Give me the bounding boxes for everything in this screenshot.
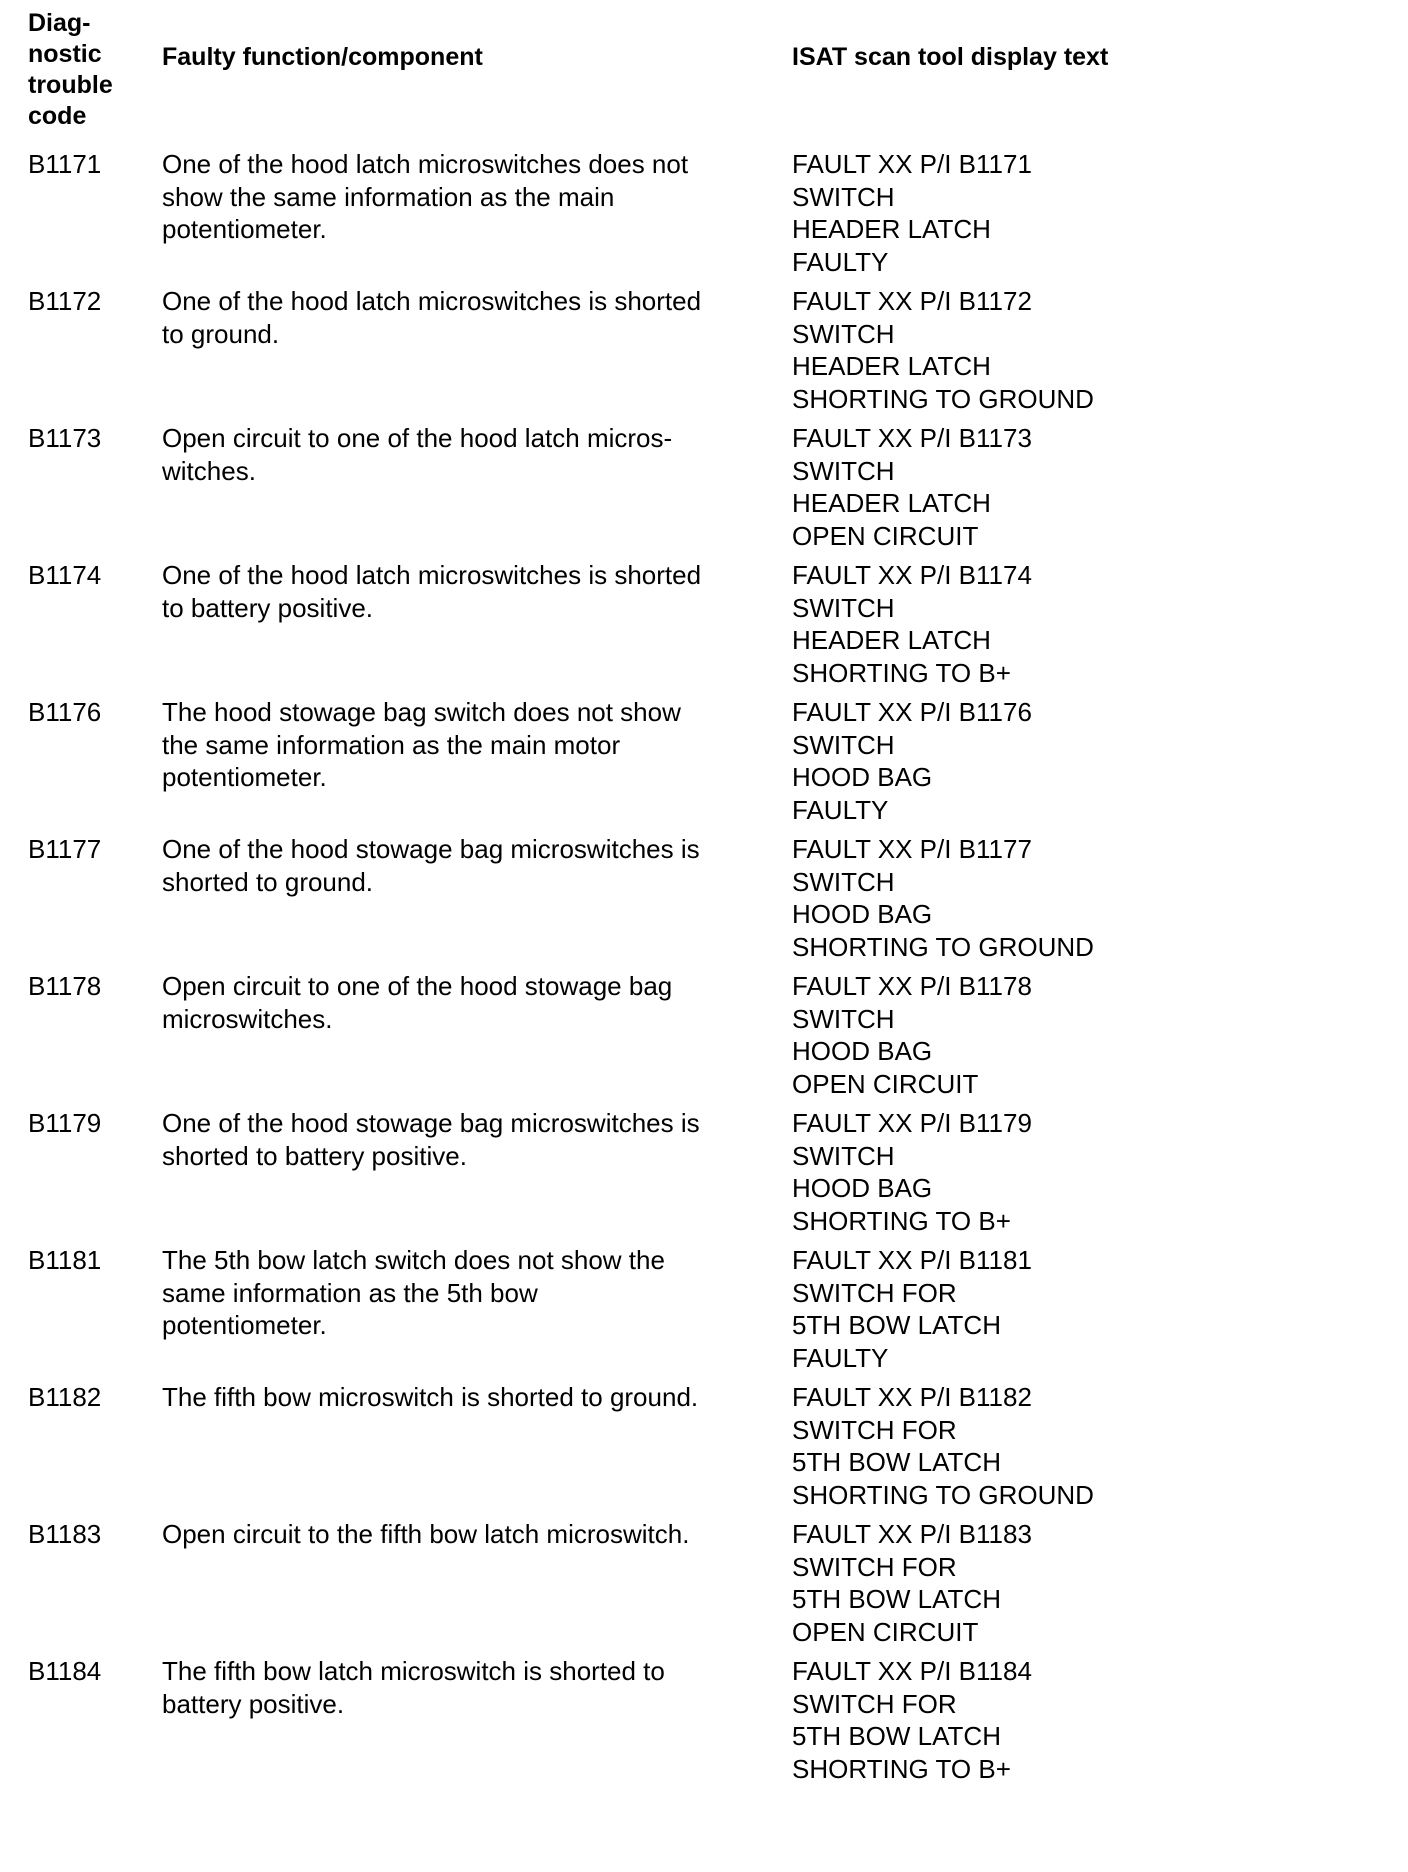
display-line: SWITCH: [792, 1003, 895, 1034]
display-line: SWITCH FOR: [792, 1414, 957, 1445]
dtc-body: [28, 148, 1328, 1792]
fault-description-line: potentiometer.: [162, 762, 327, 792]
table-row: [28, 559, 1328, 696]
scan-tool-display: [792, 696, 1328, 833]
trouble-code: B1174: [28, 560, 102, 590]
fault-description-line: One of the hood stowage bag microswitches is: [162, 834, 700, 864]
display-line: FAULT XX P/I B1176: [792, 697, 1032, 727]
table-row: [28, 833, 1328, 970]
table-row: [28, 285, 1328, 422]
header-code-line: nostic: [28, 40, 102, 68]
trouble-code: B1183: [28, 1519, 102, 1549]
display-line: FAULT XX P/I B1184: [792, 1656, 1032, 1686]
fault-description: [162, 559, 792, 696]
display-line: SWITCH: [792, 729, 895, 760]
display-line: 5TH BOW LATCH: [792, 1447, 1001, 1477]
scan-tool-display: [792, 285, 1328, 422]
table-row: [28, 1381, 1328, 1518]
display-line: SWITCH: [792, 866, 895, 897]
display-line: SHORTING TO B+: [792, 657, 1011, 688]
scan-tool-display: [792, 148, 1328, 285]
display-line: SHORTING TO GROUND: [792, 383, 1094, 414]
display-line: SWITCH FOR: [792, 1277, 957, 1308]
scan-tool-display: [792, 833, 1328, 970]
table-row: [28, 696, 1328, 833]
display-line: HOOD BAG: [792, 1036, 933, 1066]
display-line: FAULT XX P/I B1172: [792, 286, 1032, 316]
display-line: SWITCH: [792, 592, 895, 623]
table-row: [28, 148, 1328, 285]
display-line: HOOD BAG: [792, 899, 933, 929]
fault-description: [162, 148, 792, 285]
scan-tool-display: [792, 422, 1328, 559]
table-row: [28, 1244, 1328, 1381]
fault-description-line: shorted to ground.: [162, 866, 374, 897]
fault-description-line: Open circuit to one of the hood latch micros-: [162, 423, 673, 453]
display-line: SWITCH FOR: [792, 1688, 957, 1719]
fault-description-line: One of the hood latch microswitches is shorted: [162, 286, 702, 316]
fault-description: [162, 1244, 792, 1381]
display-line: SHORTING TO GROUND: [792, 1479, 1094, 1510]
fault-description-line: The fifth bow latch microswitch is shorted to: [162, 1656, 665, 1686]
header-display: [792, 8, 1328, 148]
table-row: [28, 422, 1328, 559]
display-line: SWITCH: [792, 318, 895, 349]
header-code: [28, 8, 162, 148]
fault-description-line: The hood stowage bag switch does not show: [162, 697, 681, 727]
header-code-line: code: [28, 102, 87, 130]
header-display-label: ISAT scan tool display text: [792, 43, 1109, 71]
fault-description: [162, 1518, 792, 1655]
display-line: FAULTY: [792, 246, 889, 277]
table-row: [28, 1655, 1328, 1792]
scan-tool-display: [792, 1107, 1328, 1244]
fault-description-line: to battery positive.: [162, 592, 373, 623]
display-line: FAULT XX P/I B1171: [792, 149, 1032, 179]
fault-description-line: One of the hood latch microswitches is shorted: [162, 560, 702, 590]
display-line: FAULTY: [792, 794, 889, 825]
display-line: HEADER LATCH: [792, 351, 991, 381]
scan-tool-display: [792, 559, 1328, 696]
fault-description-line: One of the hood latch microswitches does not: [162, 149, 689, 179]
display-line: FAULT XX P/I B1181: [792, 1245, 1032, 1275]
fault-description: [162, 833, 792, 970]
header-function-label: Faulty function/component: [162, 43, 483, 71]
fault-description-line: to ground.: [162, 318, 280, 349]
fault-description: [162, 1107, 792, 1244]
trouble-code: B1182: [28, 1382, 102, 1412]
display-line: FAULT XX P/I B1178: [792, 971, 1032, 1001]
scan-tool-display: [792, 1655, 1328, 1792]
trouble-code: B1179: [28, 1108, 102, 1138]
display-line: SWITCH FOR: [792, 1551, 957, 1582]
scan-tool-display: [792, 1244, 1328, 1381]
trouble-code: B1173: [28, 423, 102, 453]
fault-description-line: The 5th bow latch switch does not show the: [162, 1245, 665, 1275]
fault-description-line: the same information as the main motor: [162, 729, 621, 760]
display-line: FAULT XX P/I B1174: [792, 560, 1032, 590]
fault-description-line: The fifth bow microswitch is shorted to ground.: [162, 1382, 699, 1412]
display-line: HOOD BAG: [792, 1173, 933, 1203]
trouble-code: B1176: [28, 697, 102, 727]
fault-description-line: Open circuit to one of the hood stowage bag: [162, 971, 673, 1001]
fault-description: [162, 1381, 792, 1518]
display-line: HEADER LATCH: [792, 625, 991, 655]
fault-description-line: One of the hood stowage bag microswitches is: [162, 1108, 700, 1138]
dtc-table: [28, 8, 1328, 1792]
display-line: OPEN CIRCUIT: [792, 1068, 979, 1099]
trouble-code: B1171: [28, 149, 102, 179]
display-line: SWITCH: [792, 181, 895, 212]
fault-description-line: Open circuit to the fifth bow latch microswitch.: [162, 1519, 690, 1549]
fault-description: [162, 970, 792, 1107]
header-row: [28, 8, 1328, 148]
table-row: [28, 1107, 1328, 1244]
display-line: HOOD BAG: [792, 762, 933, 792]
display-line: HEADER LATCH: [792, 488, 991, 518]
display-line: SHORTING TO GROUND: [792, 931, 1094, 962]
display-line: FAULT XX P/I B1173: [792, 423, 1032, 453]
display-line: SHORTING TO B+: [792, 1753, 1011, 1784]
display-line: 5TH BOW LATCH: [792, 1721, 1001, 1751]
display-line: FAULT XX P/I B1182: [792, 1382, 1032, 1412]
header-code-line: trouble: [28, 71, 113, 99]
display-line: HEADER LATCH: [792, 214, 991, 244]
table-row: [28, 970, 1328, 1107]
table-row: [28, 1518, 1328, 1655]
header-code-line: Diag-: [28, 9, 91, 37]
display-line: SWITCH: [792, 455, 895, 486]
fault-description: [162, 285, 792, 422]
fault-description: [162, 422, 792, 559]
display-line: FAULT XX P/I B1177: [792, 834, 1032, 864]
display-line: OPEN CIRCUIT: [792, 520, 979, 551]
header-function: [162, 8, 792, 148]
display-line: OPEN CIRCUIT: [792, 1616, 979, 1647]
display-line: 5TH BOW LATCH: [792, 1584, 1001, 1614]
trouble-code: B1184: [28, 1656, 102, 1686]
trouble-code: B1172: [28, 286, 102, 316]
display-line: FAULT XX P/I B1183: [792, 1519, 1032, 1549]
fault-description: [162, 1655, 792, 1792]
trouble-code: B1177: [28, 834, 102, 864]
display-line: SWITCH: [792, 1140, 895, 1171]
display-line: FAULT XX P/I B1179: [792, 1108, 1032, 1138]
trouble-code: B1178: [28, 971, 102, 1001]
fault-description-line: battery positive.: [162, 1688, 345, 1719]
scan-tool-display: [792, 1518, 1328, 1655]
display-line: FAULTY: [792, 1342, 889, 1373]
scan-tool-display: [792, 1381, 1328, 1518]
display-line: 5TH BOW LATCH: [792, 1310, 1001, 1340]
fault-description-line: potentiometer.: [162, 214, 327, 244]
fault-description-line: microswitches.: [162, 1003, 333, 1034]
fault-description-line: show the same information as the main: [162, 181, 615, 212]
fault-description-line: potentiometer.: [162, 1310, 327, 1340]
trouble-code: B1181: [28, 1245, 102, 1275]
fault-description: [162, 696, 792, 833]
display-line: SHORTING TO B+: [792, 1205, 1011, 1236]
fault-description-line: witches.: [162, 455, 256, 486]
scan-tool-display: [792, 970, 1328, 1107]
fault-description-line: shorted to battery positive.: [162, 1140, 467, 1171]
fault-description-line: same information as the 5th bow: [162, 1277, 538, 1308]
